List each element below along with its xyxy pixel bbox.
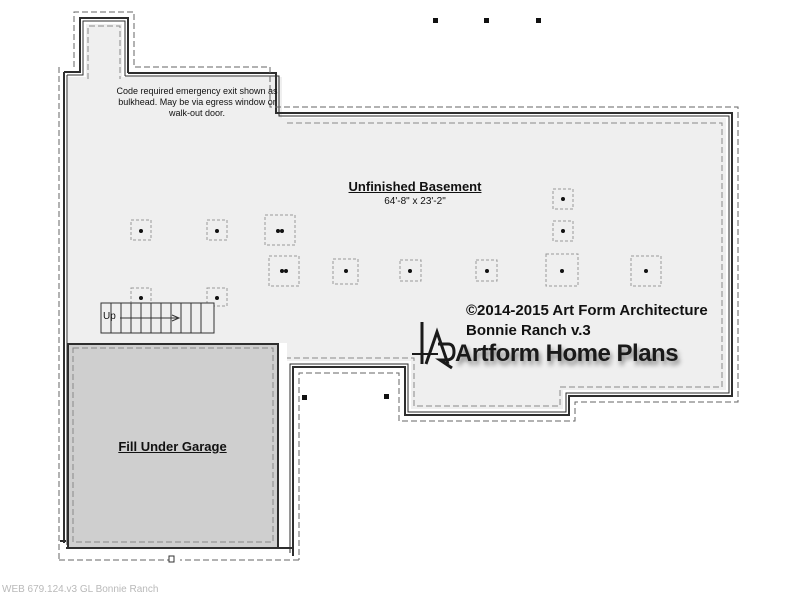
room-dimensions-label: 64'-8" x 23'-2" [384, 196, 446, 207]
plan-name-text: Bonnie Ranch v.3 [466, 322, 591, 339]
stairs [101, 303, 214, 333]
logo-text: Artform Home Plans [455, 340, 679, 367]
garage-label: Fill Under Garage [118, 439, 227, 454]
room-name-label: Unfinished Basement [348, 179, 482, 194]
watermark-text: WEB 679.124.v3 GL Bonnie Ranch [2, 584, 159, 595]
copyright-text: ©2014-2015 Art Form Architecture [466, 302, 708, 319]
stair-up-label: Up [103, 311, 116, 322]
emergency-exit-note: Code required emergency exit shown as bulkhead. May be via egress window or walk-out door. [116, 86, 278, 118]
